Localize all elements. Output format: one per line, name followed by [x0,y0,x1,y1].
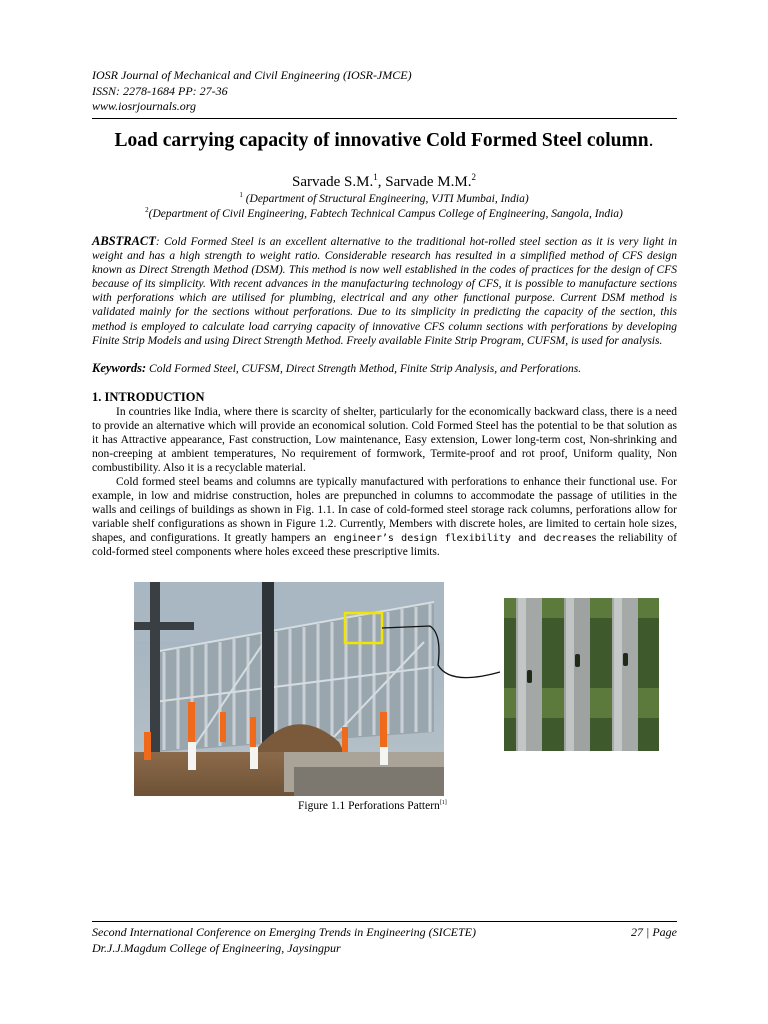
paper-title [60,130,708,152]
figure-caption-text: Figure 1.1 Perforations Pattern [298,800,440,812]
abstract [92,234,677,348]
journal-website[interactable]: www.iosrjournals.org [92,99,197,113]
author-2: Sarvade M.M. [385,174,472,190]
abstract-label: ABSTRACT [92,234,156,248]
author-2-affil-mark: 2 [471,172,476,182]
journal-header [92,68,412,115]
author-list [60,172,708,191]
section-heading-introduction: 1. INTRODUCTION [92,390,205,404]
perforation-closeup-photo [504,598,659,751]
footer-conference: Second International Conference on Emerging Trends in Engineering (SICETE) [92,925,476,939]
figure-caption [298,800,447,812]
author-1-affil-mark: 1 [373,172,378,182]
title-period: . [648,130,654,151]
intro-paragraph-1-text: In countries like India, where there is scarcity of shelter, particularly for the economically backward class, there is a need to provide an alternative which will provide an economical solution. Cold Formed Steel has the potential to be that solution as it has Attractive appearance, Fast construction, Low maintenance, Easy extension, Lower long-term cost, Non-shrinking and non-creeping at ambient temperatures, No requirement of formwork, Termite-proof and rot proof, Uniform quality, Non combustibility. Also it is a recyclable material. [92,406,677,474]
affiliation-2-mark: 2 [145,206,149,214]
abstract-colon: : [155,236,160,248]
abstract-text: Cold Formed Steel is an excellent alternative to the traditional hot-rolled steel section as it is very light in weight and has a high strength to weight ratio. Considerable research has resulted in a simplified method of CFS design known as Direct Strength Method (DSM). This method is now well established in the codes of practices for the design of CFS because of its simplicity. With recent advances in the manufacturing technology of CFS, it is possible to manufacture sections with perforations which are utilised for plumbing, electrical and any other functional purpose. Current DSM method is validated mainly for the sections without perforations. Due to its simplicity in predicting the capacity of the section, this method is employed to calculate load carrying capacity of innovative CFS column sections with perforations by developing Finite Strip Models and using Direct Strength Method. Freely available Finite Strip Program, CUFSM, is used for analysis. [92,236,677,347]
affiliation-1-text: (Department of Structural Engineering, VJTI Mumbai, India) [242,192,529,205]
figure-caption-ref: [1] [439,800,447,807]
intro-paragraph-1 [92,406,677,476]
keywords-label: Keywords: [92,361,147,375]
footer-rule [92,921,677,922]
intro-paragraph-2-text-b: s the reliability of cold-formed steel components where holes exceed these prescriptive limits. [92,531,677,558]
footer-row [92,925,677,941]
zoom-connector-line [380,620,510,690]
intro-paragraph-2 [92,476,677,559]
header-rule [92,118,677,119]
affiliation-1-mark: 1 [239,191,243,199]
journal-issn: ISSN: 2278-1684 PP: 27-36 [92,83,228,98]
affiliation-1 [60,191,708,205]
journal-name: IOSR Journal of Mechanical and Civil Engineering (IOSR-JMCE) [92,68,412,82]
footer-page-number: 27 | Page [631,925,677,939]
keywords [92,361,677,376]
perforated-studs-illustration [504,598,659,751]
title-text: Load carrying capacity of innovative Cold Formed Steel column [114,130,649,151]
affiliation-2 [60,206,708,220]
page-footer [92,925,677,956]
author-separator: , [377,174,386,190]
intro-paragraph-2-text-a: Cold formed steel beams and columns are typically manufactured with perforations to enhance their functional use. For example, in low and midrise construction, holes are prepunched in columns to accommodate the passage of utilities in the walls and ceilings of buildings as shown in Fig. 1.1. In case of cold-formed steel storage rack columns, perforations allow for variable shelf configurations as shown in Figure 1.2. Currently, Members with discrete holes, are limited to certain hole sizes, shapes, and configurations. It greatly hampers [92,476,677,544]
intro-paragraph-2-text-mono: an engineer’s design flexibility and decrease [314,532,592,544]
author-1: Sarvade S.M. [292,174,374,190]
affiliation-2-text: (Department of Civil Engineering, Fabtech Technical Campus College of Engineering, Sangola, India) [148,207,623,220]
footer-college: Dr.J.J.Magdum College of Engineering, Jaysingpur [92,940,341,955]
keywords-text: Cold Formed Steel, CUFSM, Direct Strength Method, Finite Strip Analysis, and Perforations. [146,363,582,375]
